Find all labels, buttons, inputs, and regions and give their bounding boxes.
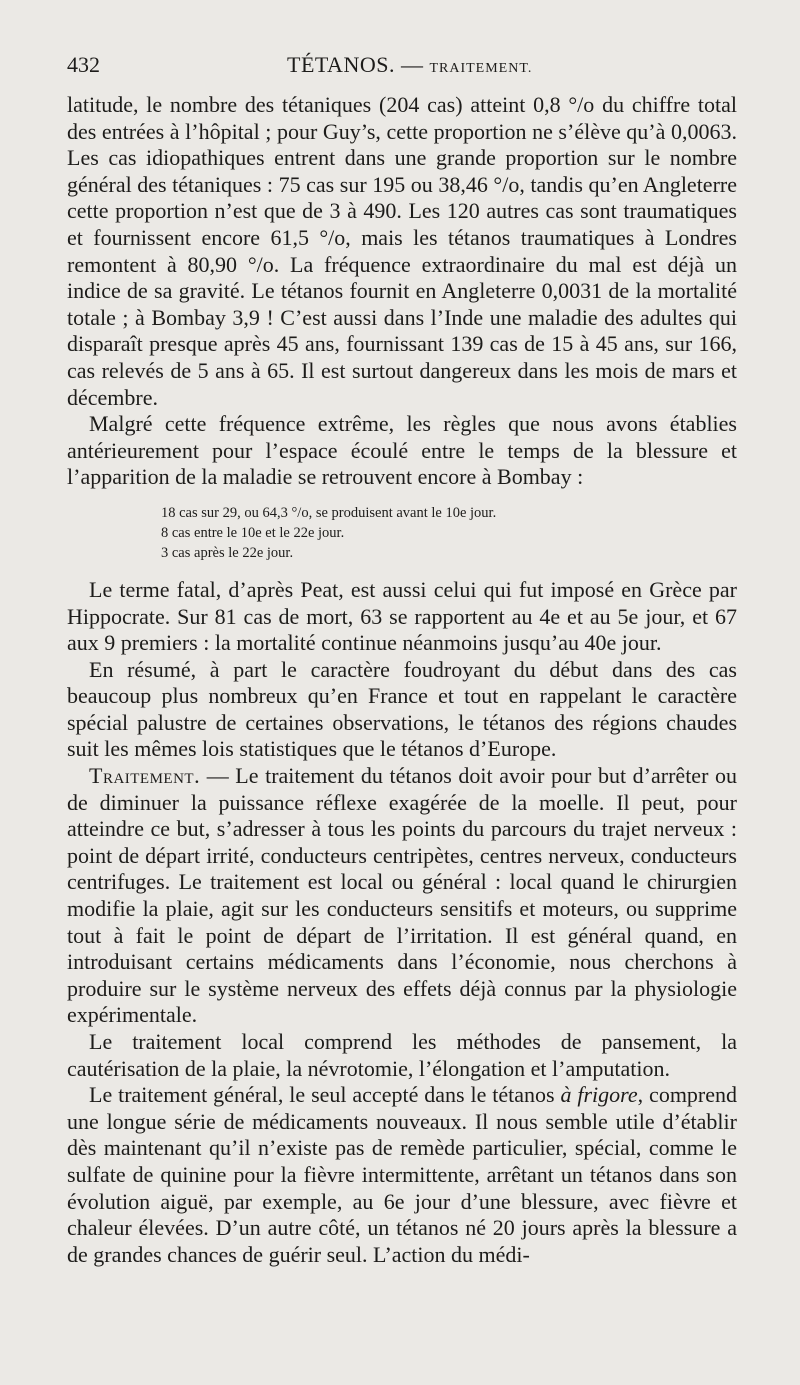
general-text-before: Le traitement général, le seul accepté dans le tétanos	[89, 1082, 561, 1108]
paragraph-bombay-rules: Malgré cette fréquence extrême, les règles que nous avons établies antérieurement pour l’espace écoulé entre le temps de la blessure et l’apparition de la maladie se retrouvent encore à Bombay :	[67, 411, 737, 490]
paragraph-traitement-general	[67, 1082, 737, 1268]
paragraph-resume: En résumé, à part le caractère foudroyant du début dans des cas beaucoup plus nombreux qu’en France et tout en rappelant le caractère spécial palustre de certaines observations, le tétanos des régions chaudes suit les mêmes lois statistiques que le tétanos d’Europe.	[67, 656, 737, 762]
paragraph-terme-fatal: Le terme fatal, d’après Peat, est aussi celui qui fut imposé en Grèce par Hippocrate. Sur 81 cas de mort, 63 se rapportent au 4e et au 5e jour, et 67 aux 9 premiers : la mortalité continue néanmoins jusqu’au 40e jour.	[67, 576, 737, 656]
paragraph-traitement-local: Le traitement local comprend les méthodes de pansement, la cautérisation de la plaie, la névrotomie, l’élongation et l’amputation.	[67, 1029, 737, 1081]
table-line: 8 cas entre le 10e et le 22e jour.	[161, 524, 345, 541]
running-title	[287, 52, 532, 78]
traitement-text: — Le traitement du tétanos doit avoir pour but d’arrêter ou de diminuer la puissance réflexe exagérée de la moelle. Il peut, pour atteindre ce but, s’adresser à tous les points du parcours du trajet nerveux : point de départ irrité, conducteurs centripètes, centres nerveux, conducteurs centrifuges. Le traitement est local ou général : local quand le chirurgien modifie la plaie, agit sur les conducteurs sensitifs et moteurs, ou supprime tout à fait le point de départ de l’irritation. Il est général quand, en introduisant certains médicaments dans l’économie, nous cherchons à produire sur le système nerveux des effets déjà connus par la physiologie expérimentale.	[67, 763, 737, 1028]
general-text-italic: à frigore	[560, 1082, 638, 1108]
table-line: 18 cas sur 29, ou 64,3 °/o, se produisent avant le 10e jour.	[161, 504, 497, 521]
section-heading-traitement: Traitement.	[89, 763, 201, 789]
running-title-sub: TRAITEMENT.	[429, 61, 533, 76]
body-text	[67, 92, 737, 1268]
incubation-table	[161, 503, 737, 563]
page-number: 432	[67, 52, 100, 77]
general-text-after: , comprend une longue série de médicaments nouveaux. Il nous semble utile d’établir dès maintenant qu’il n’existe pas de remède particulier, spécial, comme le sulfate de quinine pour la fièvre intermittente, arrêtant un tétanos dans son évolution aiguë, par exemple, au 6e jour d’une blessure, avec fièvre et chaleur élevées. D’un autre côté, un tétanos né 20 jours après la blessure a de grandes chances de guérir seul. L’action du médi-	[67, 1082, 738, 1267]
running-title-main: TÉTANOS. —	[287, 52, 430, 77]
running-header	[67, 52, 737, 82]
paragraph-statistics-continued: latitude, le nombre des tétaniques (204 cas) atteint 0,8 °/o du chiffre total des entrées à l’hôpital ; pour Guy’s, cette proportion ne s’élève qu’à 0,0063. Les cas idiopathiques entrent dans une grande proportion sur le nombre général des tétaniques : 75 cas sur 195 ou 38,46 °/o, tandis qu’en Angleterre cette proportion n’est que de 3 à 490. Les 120 autres cas sont traumatiques et fournissent encore 61,5 °/o, mais les tétanos traumatiques à Londres remontent à 80,90 °/o. La fréquence extraordinaire du mal est déjà un indice de sa gravité. Le tétanos fournit en Angleterre 0,0031 de la mortalité totale ; à Bombay 3,9 ! C’est aussi dans l’Inde une maladie des adultes qui disparaît presque après 45 ans, fournissant 139 cas de 15 à 45 ans, sur 166, cas relevés de 5 ans à 65. Il est surtout dangereux dans les mois de mars et décembre.	[67, 92, 737, 410]
table-line: 3 cas après le 22e jour.	[161, 544, 294, 561]
paragraph-traitement	[67, 763, 737, 1029]
